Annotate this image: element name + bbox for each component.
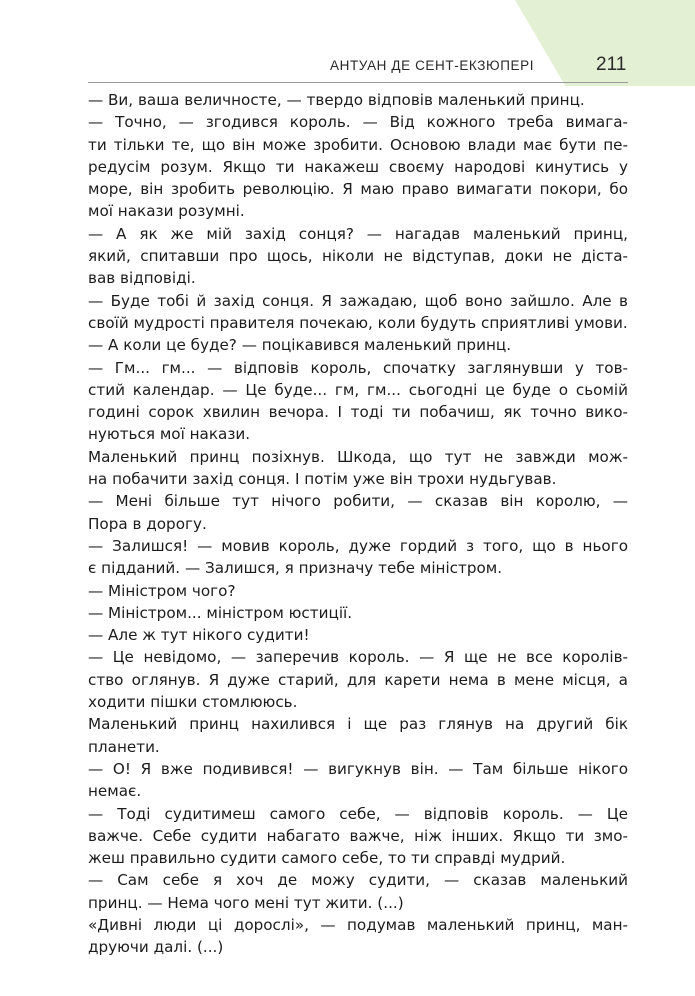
paragraph (88, 713, 628, 758)
text-line: — Ви, ваша величносте, — твердо відповів маленький принц. (88, 91, 585, 109)
text-line: — А як же мій захід сонця? — нагадав маленький принц, (88, 224, 628, 243)
text-line: своїй мудрості правителя почекаю, коли будуть сприятливі умови. (88, 313, 628, 332)
paragraph (88, 334, 628, 356)
text-line: — О! Я вже подивився! — вигукнув він. — Там більше нікого (88, 759, 628, 778)
text-line: редусім розум. Якщо ти накажеш своєму народові кинутись у (88, 157, 628, 176)
paragraph (88, 580, 628, 602)
text-line: є підданий. — Залишся, я призначу тебе міністром. (88, 559, 503, 578)
text-line: Маленький принц позіхнув. Шкода, що тут не завжди мож- (88, 447, 628, 466)
text-line: принц. — Нема чого мені тут жити. (...) (88, 893, 404, 912)
text-line: мої накази розумні. (88, 202, 245, 221)
text-line: важче. Себе судити набагато важче, ніж інших. Якщо ти змо- (88, 826, 628, 845)
paragraph (88, 914, 628, 959)
text-line: ство оглянув. Я дуже старий, для карети нема в мене місця, а (88, 670, 628, 689)
paragraph (88, 535, 628, 580)
text-line: на побачити захід сонця. І потім уже він трохи нудьгував. (88, 470, 557, 489)
text-line: вав відповіді. (88, 269, 196, 288)
text-line: Пора в дорогу. (88, 514, 207, 533)
text-line: — Тоді судитимеш самого себе, — відповів король. — Це (88, 804, 628, 823)
paragraph (88, 490, 628, 535)
text-line: — Буде тобі й захід сонця. Я зажадаю, щоб воно зайшло. Але в (88, 291, 628, 310)
page-number: 211 (596, 54, 627, 75)
text-line: жеш правильно судити самого себе, то ти справді мудрий. (88, 849, 566, 868)
text-line: — Міністром... міністром юстиції. (88, 603, 353, 622)
header-divider (88, 82, 628, 83)
paragraph (88, 89, 628, 111)
text-line: ходити пішки стомлююсь. (88, 693, 298, 712)
text-line: планети. (88, 737, 160, 756)
text-line: годині сорок хвилин вечора. І тоді ти побачиш, як точно вико- (88, 403, 628, 422)
paragraph (88, 624, 628, 646)
paragraph (88, 602, 628, 624)
text-line: — Сам себе я хоч де можу судити, — сказав маленький (88, 871, 628, 890)
text-line: стий календар. — Це буде... гм, гм... сьогодні це буде о сьомій (88, 380, 628, 399)
text-line: немає. (88, 782, 142, 801)
text-line: «Дивні люди ці дорослі», — подумав маленький принц, ман- (88, 915, 628, 934)
text-line: нуються мої накази. (88, 425, 251, 444)
paragraph (88, 869, 628, 914)
paragraph (88, 646, 628, 713)
paragraph (88, 357, 628, 446)
text-line: — Залишся! — мовив король, дуже гордий з того, що в нього (88, 536, 628, 555)
text-line: — Точно, — згодився король. — Від кожного треба вимага- (88, 113, 628, 132)
paragraph (88, 223, 628, 290)
running-header (0, 44, 695, 84)
text-line: друючи далі. (...) (88, 938, 224, 957)
text-line: Маленький принц нахилився і ще раз глянув на другий бік (88, 715, 628, 734)
paragraph (88, 446, 628, 491)
text-line: — А коли це буде? — поцікавився маленький принц. (88, 336, 512, 355)
text-line: ти тільки те, що він може зробити. Основою влади має бути пе- (88, 135, 628, 154)
header-author: АНТУАН ДЕ СЕНТ-ЕКЗЮПЕРІ (330, 58, 535, 73)
text-line: — Але ж тут нікого судити! (88, 626, 310, 645)
paragraph (88, 803, 628, 870)
text-line: який, спитавши про щось, ніколи не відступав, доки не діста- (88, 247, 628, 266)
paragraph (88, 111, 628, 222)
text-line: — Мені більше тут нічого робити, — сказав він королю, — (88, 492, 628, 511)
paragraph (88, 758, 628, 803)
page-body (88, 89, 628, 959)
text-line: море, він зробить революцію. Я маю право вимагати покори, бо (88, 180, 628, 199)
text-line: — Міністром чого? (88, 581, 236, 600)
paragraph (88, 290, 628, 335)
text-line: — Гм... гм... — відповів король, спочатку заглянувши у тов- (88, 358, 628, 377)
text-line: — Це невідомо, — заперечив король. — Я ще не все королів- (88, 648, 628, 667)
